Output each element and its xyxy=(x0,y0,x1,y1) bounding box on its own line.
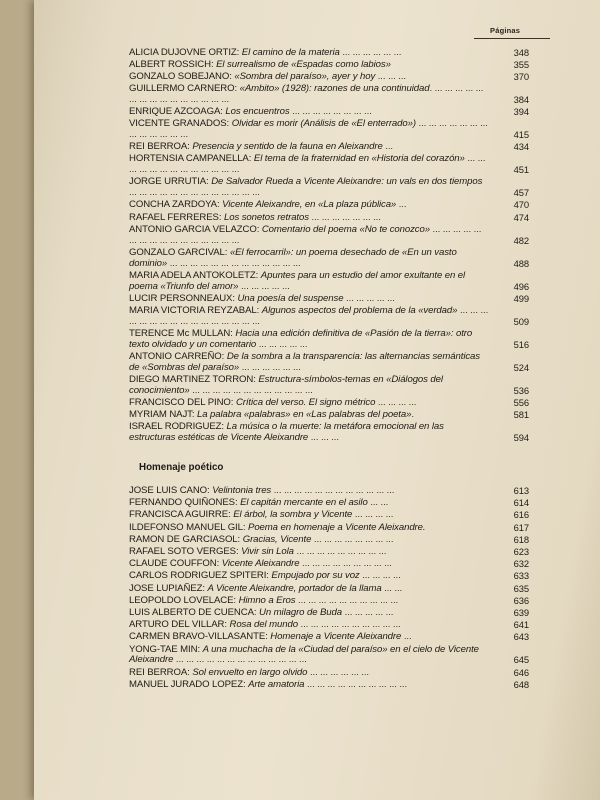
entry-page-number: 434 xyxy=(513,141,529,153)
entry-leader-dots: ... ... ... ... ... ... ... xyxy=(308,211,381,223)
entry-author: MARIA ADELA ANTOKOLETZ: xyxy=(129,269,259,281)
entry-page-number: 617 xyxy=(513,521,529,533)
toc-list-essays xyxy=(129,48,529,445)
entry-title: El árbol, la sombra y Vicente xyxy=(233,509,353,521)
entry-page-number: 482 xyxy=(513,234,529,246)
pages-column-label: Páginas xyxy=(490,26,521,35)
entry-author: CONCHA ZARDOYA: xyxy=(129,199,220,211)
entry-title: Estructura-símbolos-temas en «Diálogos del conocimiento» xyxy=(129,373,443,396)
entry-page-number: 632 xyxy=(513,558,529,570)
entry-author: JOSE LUIS CANO: xyxy=(129,485,210,496)
entry-author: RAFAEL SOTO VERGES: xyxy=(129,546,239,558)
entry-leader-dots: ... ... ... ... ... ... xyxy=(307,666,369,678)
entry-page-number: 355 xyxy=(513,59,529,71)
entry-leader-dots: ... ... xyxy=(367,497,389,509)
toc-entry xyxy=(129,596,529,607)
entry-title: Vicente Aleixandre xyxy=(221,558,300,570)
entry-leader-dots: ... ... ... ... ... ... ... ... xyxy=(311,533,394,545)
entry-page-number: 623 xyxy=(513,546,529,558)
toc-entry xyxy=(129,142,529,153)
entry-author: TERENCE Mc MULLAN: xyxy=(129,327,233,339)
entry-title: El capitán mercante en el asilo xyxy=(240,497,368,509)
entry-leader-dots: ... ... ... xyxy=(308,431,339,443)
entry-page-number: 516 xyxy=(513,338,529,350)
entry-page-number: 594 xyxy=(513,431,529,443)
entry-leader-dots: ... ... ... ... ... ... ... ... ... ... ... ... ... ... ... ... xyxy=(129,304,489,327)
toc-entry xyxy=(129,329,529,351)
entry-leader-dots: ... ... ... ... ... ... xyxy=(339,47,402,58)
toc-entry xyxy=(129,571,529,582)
entry-author: CARLOS RODRIGUEZ SPITERI: xyxy=(129,570,269,582)
entry-leader-dots: ... ... ... ... ... ... ... ... ... xyxy=(299,558,392,570)
entry-author: LEOPOLDO LOVELACE: xyxy=(129,594,236,606)
entry-author: GONZALO SOBEJANO: xyxy=(129,71,232,83)
entry-page-number: 348 xyxy=(513,47,529,58)
entry-title: Rosa del mundo xyxy=(229,619,298,631)
entry-page-number: 524 xyxy=(513,361,529,373)
entry-author: RAFAEL FERRERES: xyxy=(129,211,222,223)
toc-entry xyxy=(129,60,529,71)
entry-title: Poema en homenaje a Vicente Aleixandre. xyxy=(248,521,426,533)
entry-author: ARTURO DEL VILLAR: xyxy=(129,619,227,631)
toc-entry xyxy=(129,107,529,118)
entry-author: HORTENSIA CAMPANELLA: xyxy=(129,153,252,165)
entry-leader-dots: ... xyxy=(382,141,393,153)
entry-leader-dots: ... xyxy=(396,199,407,211)
entry-leader-dots: ... ... ... ... ... xyxy=(343,292,395,304)
entry-title: Comentario del poema «No te conozco» xyxy=(261,223,430,235)
entry-leader-dots: ... ... ... ... ... ... xyxy=(239,361,301,373)
entry-title: Algunos aspectos del problema de la «verdad» xyxy=(261,304,458,316)
entry-leader-dots: ... ... ... ... ... ... ... ... ... ... ... ... ... xyxy=(129,118,488,141)
toc-entry xyxy=(129,48,529,59)
entry-page-number: 451 xyxy=(513,164,529,176)
entry-page-number: 536 xyxy=(513,384,529,396)
entry-title: Un milagro de Buda xyxy=(259,607,343,619)
entry-leader-dots: ... ... ... ... ... xyxy=(238,280,290,292)
entry-title: El surrealismo de «Espadas como labios» xyxy=(216,59,391,71)
toc-entry xyxy=(129,306,529,328)
entry-title: El camino de la materia xyxy=(241,47,340,58)
toc-entry xyxy=(129,398,529,409)
toc-entry xyxy=(129,248,529,270)
entry-page-number: 641 xyxy=(513,619,529,631)
entry-leader-dots: ... ... ... ... ... ... ... ... ... ... ... ... xyxy=(189,384,313,396)
entry-page-number: 499 xyxy=(513,292,529,304)
entry-page-number: 457 xyxy=(513,187,529,199)
entry-author: RAMON DE GARCIASOL: xyxy=(129,533,241,545)
entry-title: «El ferrocarril»: un poema desechado de «En un vasto dominio» xyxy=(129,246,457,269)
entry-author: MARIA VICTORIA REYZABAL: xyxy=(129,304,260,316)
entry-author: ISRAEL RODRIGUEZ: xyxy=(129,420,224,432)
toc-entry xyxy=(129,410,529,421)
toc-entry xyxy=(129,523,529,534)
entry-author: MYRIAM NAJT: xyxy=(129,408,195,420)
entry-page-number: 636 xyxy=(513,594,529,606)
toc-entry xyxy=(129,177,529,199)
entry-title: A una muchacha de la «Ciudad del paraíso» en el cielo de Vicente Aleixandre xyxy=(129,643,479,666)
entry-page-number: 613 xyxy=(513,485,529,496)
entry-title: Apuntes para un estudio del amor exultante en el poema «Triunfo del amor» xyxy=(129,269,466,292)
entry-title: Vivir sin Lola xyxy=(241,546,294,558)
entry-author: FRANCISCO DEL PINO: xyxy=(129,396,234,408)
toc-entry xyxy=(129,645,529,666)
entry-leader-dots: ... ... ... ... ... ... ... ... ... ... xyxy=(304,678,408,690)
entry-title: Los encuentros xyxy=(225,106,290,118)
entry-title: Hacia una edición definitiva de «Pasión de la tierra»: otro texto olvidado y un comentario xyxy=(129,327,473,350)
entry-page-number: 509 xyxy=(513,315,529,327)
book-page xyxy=(34,0,600,800)
entry-author: GONZALO GARCIVAL: xyxy=(129,246,228,258)
entry-author: CARMEN BRAVO-VILLASANTE: xyxy=(129,631,268,643)
entry-leader-dots: ... ... ... ... xyxy=(375,396,417,408)
entry-author: LUIS ALBERTO DE CUENCA: xyxy=(129,607,257,619)
toc-entry xyxy=(129,620,529,631)
entry-page-number: 581 xyxy=(513,408,529,420)
section-heading: Homenaje poético xyxy=(139,462,224,473)
entry-page-number: 616 xyxy=(513,509,529,521)
entry-author: ILDEFONSO MANUEL GIL: xyxy=(129,521,246,533)
entry-page-number: 618 xyxy=(513,533,529,545)
entry-leader-dots: ... ... ... ... xyxy=(359,570,401,582)
entry-leader-dots: ... ... xyxy=(381,582,403,594)
toc-entry xyxy=(129,584,529,595)
entry-leader-dots: ... ... ... ... xyxy=(352,509,394,521)
entry-leader-dots: . xyxy=(411,408,414,420)
entry-author: ANTONIO GARCIA VELAZCO: xyxy=(129,223,260,235)
entry-title: Homenaje a Vicente Aleixandre xyxy=(270,631,402,643)
entry-leader-dots: ... ... ... xyxy=(375,71,406,83)
entry-title: El tema de la fraternidad en «Historia del corazón» xyxy=(253,153,465,165)
entry-title: «Sombra del paraíso», ayer y hoy xyxy=(234,71,376,83)
toc-entry xyxy=(129,271,529,293)
entry-page-number: 394 xyxy=(513,106,529,118)
toc-entry xyxy=(129,72,529,83)
entry-title: Arte amatoria xyxy=(248,678,305,690)
entry-leader-dots: ... ... ... ... ... ... ... ... ... ... xyxy=(295,594,399,606)
entry-title: De Salvador Rueda a Vicente Aleixandre: un vals en dos tiempos xyxy=(211,176,483,188)
toc-entry xyxy=(129,535,529,546)
toc-entry xyxy=(129,486,529,497)
entry-title: Los sonetos retratos xyxy=(224,211,309,223)
entry-title: La música o la muerte: la metáfora emocional en las estructuras estéticas de Vicente Aleixandre xyxy=(129,420,444,443)
entry-leader-dots: ... ... ... ... ... ... ... ... ... ... ... ... ... xyxy=(129,187,260,199)
entry-author: VICENTE GRANADOS: xyxy=(129,118,230,130)
entry-title: Empujado por su voz xyxy=(271,570,360,582)
entry-title: La palabra «palabras» en «Las palabras del poeta» xyxy=(197,408,412,420)
entry-author: ALICIA DUJOVNE ORTIZ: xyxy=(129,47,240,58)
entry-leader-dots: ... ... ... ... ... ... ... ... ... ... ... ... ... ... ... ... xyxy=(129,223,482,246)
entry-title: Vicente Aleixandre, en «La plaza pública» xyxy=(222,199,397,211)
header-rule xyxy=(474,38,550,39)
entry-leader-dots: ... ... ... ... ... ... ... ... ... ... ... ... ... xyxy=(167,257,301,269)
toc-entry xyxy=(129,200,529,211)
entry-title: Presencia y sentido de la fauna en Aleixandre xyxy=(192,141,383,153)
toc-entry xyxy=(129,498,529,509)
entry-author: REI BERROA: xyxy=(129,666,190,678)
toc-entry xyxy=(129,559,529,570)
entry-author: LUCIR PERSONNEAUX: xyxy=(129,292,235,304)
entry-author: FERNANDO QUIÑONES: xyxy=(129,497,238,509)
entry-page-number: 474 xyxy=(513,211,529,223)
toc-entry xyxy=(129,608,529,619)
entry-page-number: 645 xyxy=(513,654,529,666)
toc-entry xyxy=(129,119,529,141)
toc-entry xyxy=(129,225,529,247)
entry-title: Himno a Eros xyxy=(238,594,296,606)
toc-entry xyxy=(129,294,529,305)
entry-title: Gracias, Vicente xyxy=(242,533,312,545)
entry-page-number: 635 xyxy=(513,582,529,594)
entry-leader-dots: ... ... ... ... ... ... ... ... ... ... ... ... ... xyxy=(129,153,486,176)
entry-page-number: 646 xyxy=(513,666,529,678)
entry-author: REI BERROA: xyxy=(129,141,190,153)
entry-author: JORGE URRUTIA: xyxy=(129,176,209,188)
entry-title: Sol envuelto en largo olvido xyxy=(192,666,308,678)
entry-author: ENRIQUE AZCOAGA: xyxy=(129,106,223,118)
toc-entry xyxy=(129,352,529,374)
entry-page-number: 639 xyxy=(513,607,529,619)
entry-page-number: 488 xyxy=(513,257,529,269)
entry-author: ALBERT ROSSICH: xyxy=(129,59,214,71)
toc-entry xyxy=(129,375,529,397)
entry-page-number: 415 xyxy=(513,129,529,141)
entry-page-number: 556 xyxy=(513,396,529,408)
entry-leader-dots: ... ... ... ... ... xyxy=(342,607,394,619)
entry-page-number: 384 xyxy=(513,94,529,106)
entry-page-number: 614 xyxy=(513,497,529,509)
toc-entry xyxy=(129,547,529,558)
toc-entry xyxy=(129,84,529,106)
toc-entry xyxy=(129,668,529,679)
entry-title: Olvidar es morir (Análisis de «El enterrado») xyxy=(231,118,416,130)
entry-leader-dots: . ... ... ... ... ... ... ... ... ... ... ... ... ... ... ... xyxy=(129,83,484,106)
entry-author: GUILLERMO CARNERO: xyxy=(129,83,238,95)
entry-page-number: 633 xyxy=(513,570,529,582)
entry-author: FRANCISCA AGUIRRE: xyxy=(129,509,231,521)
entry-page-number: 648 xyxy=(513,678,529,690)
entry-author: CLAUDE COUFFON: xyxy=(129,558,220,570)
toc-entry xyxy=(129,632,529,643)
entry-title: Crítica del verso. El signo métrico xyxy=(235,396,376,408)
entry-leader-dots: ... ... ... ... ... ... ... ... ... xyxy=(293,546,387,558)
entry-author: DIEGO MARTINEZ TORRON: xyxy=(129,373,256,385)
toc-entry xyxy=(129,422,529,444)
toc-entry xyxy=(129,680,529,691)
entry-author: MANUEL JURADO LOPEZ: xyxy=(129,678,246,690)
entry-author: YONG-TAE MIN: xyxy=(129,643,201,655)
toc-entry xyxy=(129,154,529,176)
entry-leader-dots: ... ... ... ... ... ... ... ... xyxy=(289,106,372,118)
entry-title: Una poesía del suspense xyxy=(237,292,344,304)
entry-title: Velintonia tres xyxy=(212,485,272,496)
entry-leader-dots: ... ... ... ... ... ... ... ... ... ... ... ... xyxy=(271,485,395,496)
entry-leader-dots: ... ... ... ... ... ... ... ... ... ... ... ... ... xyxy=(173,654,307,666)
entry-author: ANTONIO CARREÑO: xyxy=(129,350,225,362)
entry-title: «Ambito» (1928): razones de una continuidad xyxy=(239,83,430,95)
entry-leader-dots: ... xyxy=(401,631,412,643)
entry-page-number: 643 xyxy=(513,631,529,643)
entry-title: A Vicente Aleixandre, portador de la llama xyxy=(207,582,382,594)
toc-list-homage xyxy=(129,486,529,692)
toc-entry xyxy=(129,213,529,224)
entry-page-number: 470 xyxy=(513,199,529,211)
entry-page-number: 496 xyxy=(513,280,529,292)
toc-entry xyxy=(129,510,529,521)
entry-leader-dots: ... ... ... ... ... xyxy=(256,338,308,350)
entry-author: JOSE LUPIAÑEZ: xyxy=(129,582,205,594)
entry-title: De la sombra a la transparencia: las alternancias semánticas de «Sombras del paraíso» xyxy=(129,350,480,373)
entry-page-number: 370 xyxy=(513,71,529,83)
entry-leader-dots: ... ... ... ... ... ... ... ... ... ... xyxy=(297,619,401,631)
